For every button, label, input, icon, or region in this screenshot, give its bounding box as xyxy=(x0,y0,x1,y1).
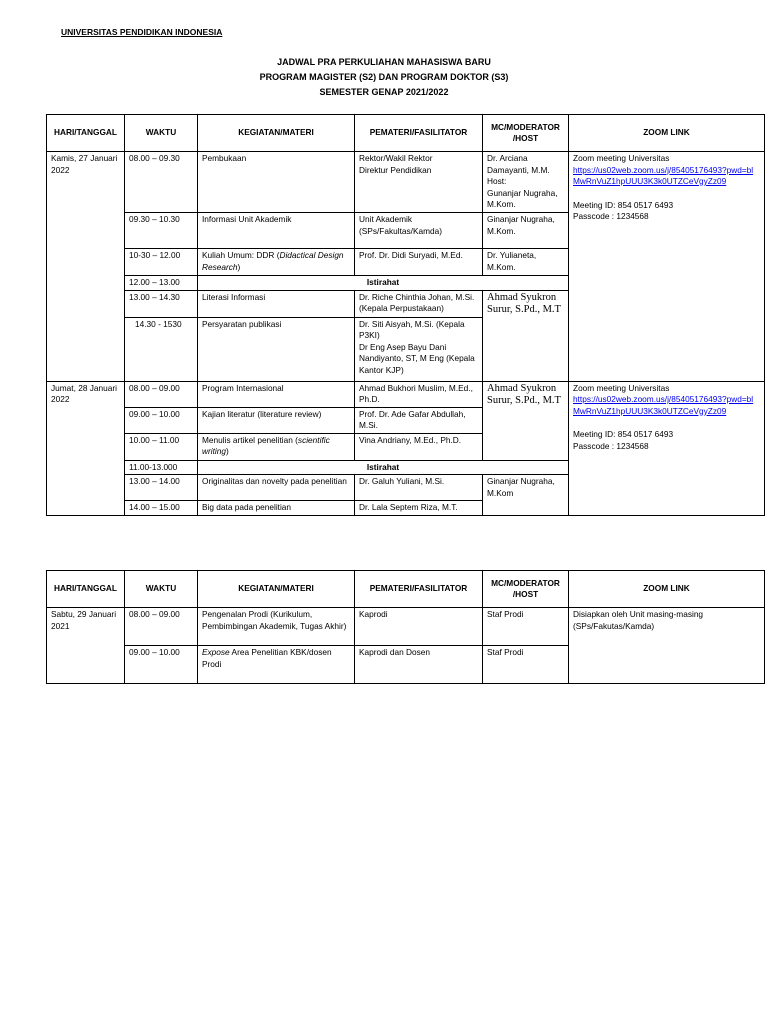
day3-r1-waktu: 08.00 – 09.00 xyxy=(125,608,198,646)
col-waktu: WAKTU xyxy=(125,571,198,608)
day3-r2-pemateri: Kaprodi dan Dosen xyxy=(355,646,483,684)
day2-zoom-title: Zoom meeting Universitas xyxy=(573,382,670,393)
day2-r5-waktu: 13.00 – 14.00 xyxy=(125,475,198,501)
col-zoom: ZOOM LINK xyxy=(569,115,765,152)
col-zoom: ZOOM LINK xyxy=(569,571,765,608)
day2-r3-pemateri: Vina Andriany, M.Ed., Ph.D. xyxy=(355,433,483,460)
day2-r3-kegiatan-em: scientific writing xyxy=(202,434,330,456)
day1-break-label: Istirahat xyxy=(198,276,569,291)
day1-r3-pemateri: Prof. Dr. Didi Suryadi, M.Ed. xyxy=(355,249,483,276)
col-hari-tanggal: HARI/TANGGAL xyxy=(47,571,125,608)
table-row xyxy=(47,381,765,407)
col-pemateri: PEMATERI/FASILITATOR xyxy=(355,571,483,608)
day3-r2-waktu: 09.00 – 10.00 xyxy=(125,646,198,684)
day1-r1-pemateri xyxy=(355,152,483,213)
day1-r5-mc: Ahmad Syukron Surur, S.Pd., M.T xyxy=(483,290,569,381)
day1-r6-pemateri-2: Dr Eng Asep Bayu Dani Nandiyanto, ST, M Eng (Kepala Kantor KJP) xyxy=(359,341,475,375)
col-mc xyxy=(483,115,569,152)
day2-meeting-id: Meeting ID: 854 0517 6493 xyxy=(573,429,674,439)
title-line-1: JADWAL PRA PERKULIAHAN MAHASISWA BARU xyxy=(277,57,491,67)
day1-r1-pemateri-2: Direktur Pendidikan xyxy=(359,164,432,175)
day2-r6-waktu: 14.00 – 15.00 xyxy=(125,501,198,516)
day1-r4-waktu: 12.00 – 13.00 xyxy=(125,276,198,291)
table-row xyxy=(47,152,765,213)
col-kegiatan: KEGIATAN/MATERI xyxy=(198,115,355,152)
col-waktu: WAKTU xyxy=(125,115,198,152)
day2-r2-waktu: 09.00 – 10.00 xyxy=(125,407,198,433)
day1-r2-kegiatan: Informasi Unit Akademik xyxy=(198,213,355,249)
day1-r1-mc-2: Host: xyxy=(487,176,507,186)
spacer xyxy=(573,188,760,200)
col-pemateri: PEMATERI/FASILITATOR xyxy=(355,115,483,152)
col-hari-tanggal: HARI/TANGGAL xyxy=(47,115,125,152)
day1-r3-kegiatan-em: Didactical Design Research xyxy=(202,250,344,272)
col-mc-line2: /HOST xyxy=(512,589,539,599)
day1-r2-mc: Ginanjar Nugraha, M.Kom. xyxy=(483,213,569,249)
day1-r3-kegiatan xyxy=(198,249,355,276)
day1-r1-mc xyxy=(483,152,569,213)
day1-r6-pemateri xyxy=(355,317,483,381)
day2-r5-kegiatan: Originalitas dan novelty pada penelitian xyxy=(198,475,355,501)
schedule-table-1 xyxy=(46,114,765,516)
col-kegiatan: KEGIATAN/MATERI xyxy=(198,571,355,608)
day2-r1-mc: Ahmad Syukron Surur, S.Pd., M.T xyxy=(483,381,569,460)
day1-r1-pemateri-1: Rektor/Wakil Rektor xyxy=(359,153,433,163)
schedule-table-2 xyxy=(46,570,765,684)
document-title xyxy=(0,55,768,100)
day2-r1-waktu: 08.00 – 09.00 xyxy=(125,381,198,407)
day2-break-label: Istirahat xyxy=(198,460,569,475)
day2-r2-pemateri: Prof. Dr. Ade Gafar Abdullah, M.Si. xyxy=(355,407,483,433)
day3-r1-mc: Staf Prodi xyxy=(483,608,569,646)
day2-r4-waktu: 11.00-13.000 xyxy=(125,460,198,475)
day1-r3-waktu: 10-30 – 12.00 xyxy=(125,249,198,276)
col-mc-line2: /HOST xyxy=(512,133,539,143)
day1-r3-mc: Dr. Yulianeta, M.Kom. xyxy=(483,249,569,276)
day1-r5-waktu: 13.00 – 14.30 xyxy=(125,290,198,317)
day3-r2-kegiatan xyxy=(198,646,355,684)
day1-date: Kamis, 27 Januari 2022 xyxy=(47,152,125,382)
title-line-2: PROGRAM MAGISTER (S2) DAN PROGRAM DOKTOR (S3) xyxy=(259,72,509,82)
day2-r5-mc: Ginanjar Nugraha, M.Kom xyxy=(483,475,569,516)
day3-r1-kegiatan: Pengenalan Prodi (Kurikulum, Pembimbingan Akademik, Tugas Akhir) xyxy=(198,608,355,646)
day1-r3-kegiatan-b: ) xyxy=(237,261,241,272)
day3-r1-pemateri: Kaprodi xyxy=(355,608,483,646)
day1-r1-waktu: 08.00 – 09.30 xyxy=(125,152,198,213)
day2-r6-kegiatan: Big data pada penelitian xyxy=(198,501,355,516)
spacer xyxy=(573,417,760,429)
day2-r1-pemateri: Ahmad Bukhori Muslim, M.Ed., Ph.D. xyxy=(355,381,483,407)
day1-r1-mc-1: Dr. Arciana Damayanti, M.M. xyxy=(487,153,550,175)
day2-zoom xyxy=(569,381,765,515)
day2-r3-kegiatan-a: Menulis artikel penelitian ( xyxy=(202,434,298,445)
table-header-row xyxy=(47,115,765,152)
day1-meeting-id: Meeting ID: 854 0517 6493 xyxy=(573,199,674,210)
table-header-row xyxy=(47,571,765,608)
table-row xyxy=(47,608,765,646)
day2-r5-pemateri: Dr. Galuh Yuliani, M.Si. xyxy=(355,475,483,501)
day3-r2-mc: Staf Prodi xyxy=(483,646,569,684)
col-mc-line1: MC/MODERATOR xyxy=(491,121,560,132)
day1-r6-waktu: 14.30 - 1530 xyxy=(125,317,198,381)
day2-date: Jumat, 28 Januari 2022 xyxy=(47,381,125,515)
day3-r2-kegiatan-em: Expose xyxy=(202,647,230,657)
day1-r2-pemateri: Unit Akademik (SPs/Fakultas/Kamda) xyxy=(355,213,483,249)
day1-r3-kegiatan-a: Kuliah Umum: DDR ( xyxy=(202,250,280,260)
day3-zoom-note: Disiapkan oleh Unit masing-masing (SPs/Fakutas/Kamda) xyxy=(569,608,765,684)
day1-zoom-title: Zoom meeting Universitas xyxy=(573,153,670,163)
day1-zoom xyxy=(569,152,765,382)
day1-r2-waktu: 09.30 – 10.30 xyxy=(125,213,198,249)
day1-zoom-link[interactable]: https://us02web.zoom.us/j/85405176493?pwd=blMwRnVuZ1hpUUU3K3k0UTZCeVgyZz09 xyxy=(573,164,754,186)
day3-r2-kegiatan-b: Area Penelitian KBK/dosen Prodi xyxy=(202,647,332,669)
title-line-3: SEMESTER GENAP 2021/2022 xyxy=(319,87,449,97)
col-mc-line1: MC/MODERATOR xyxy=(491,577,560,588)
day2-r3-kegiatan xyxy=(198,433,355,460)
university-name: UNIVERSITAS PENDIDIKAN INDONESIA xyxy=(61,27,223,37)
day1-r6-kegiatan: Persyaratan publikasi xyxy=(198,317,355,381)
day2-r2-kegiatan: Kajian literatur (literature review) xyxy=(198,407,355,433)
day2-r3-waktu: 10.00 – 11.00 xyxy=(125,433,198,460)
day2-zoom-link[interactable]: https://us02web.zoom.us/j/85405176493?pwd=blMwRnVuZ1hpUUU3K3k0UTZCeVgyZz09 xyxy=(573,394,754,416)
day1-r1-kegiatan: Pembukaan xyxy=(198,152,355,213)
day1-r6-pemateri-1: Dr. Siti Aisyah, M.Si. (Kepala P3KI) xyxy=(359,318,465,340)
day1-passcode: Passcode : 1234568 xyxy=(573,211,649,221)
day1-r5-pemateri: Dr. Riche Chinthia Johan, M.Si. (Kepala Perpustakaan) xyxy=(355,290,483,317)
day2-r1-kegiatan: Program Internasional xyxy=(198,381,355,407)
col-mc xyxy=(483,571,569,608)
day1-r1-mc-3: Gunanjar Nugraha, M.Kom. xyxy=(487,187,558,209)
day2-r3-kegiatan-b: ) xyxy=(225,446,229,456)
day2-r6-pemateri: Dr. Lala Septem Riza, M.T. xyxy=(355,501,483,516)
day2-passcode: Passcode : 1234568 xyxy=(573,440,649,451)
day1-r5-kegiatan: Literasi Informasi xyxy=(198,290,355,317)
day3-date: Sabtu, 29 Januari 2021 xyxy=(47,608,125,684)
